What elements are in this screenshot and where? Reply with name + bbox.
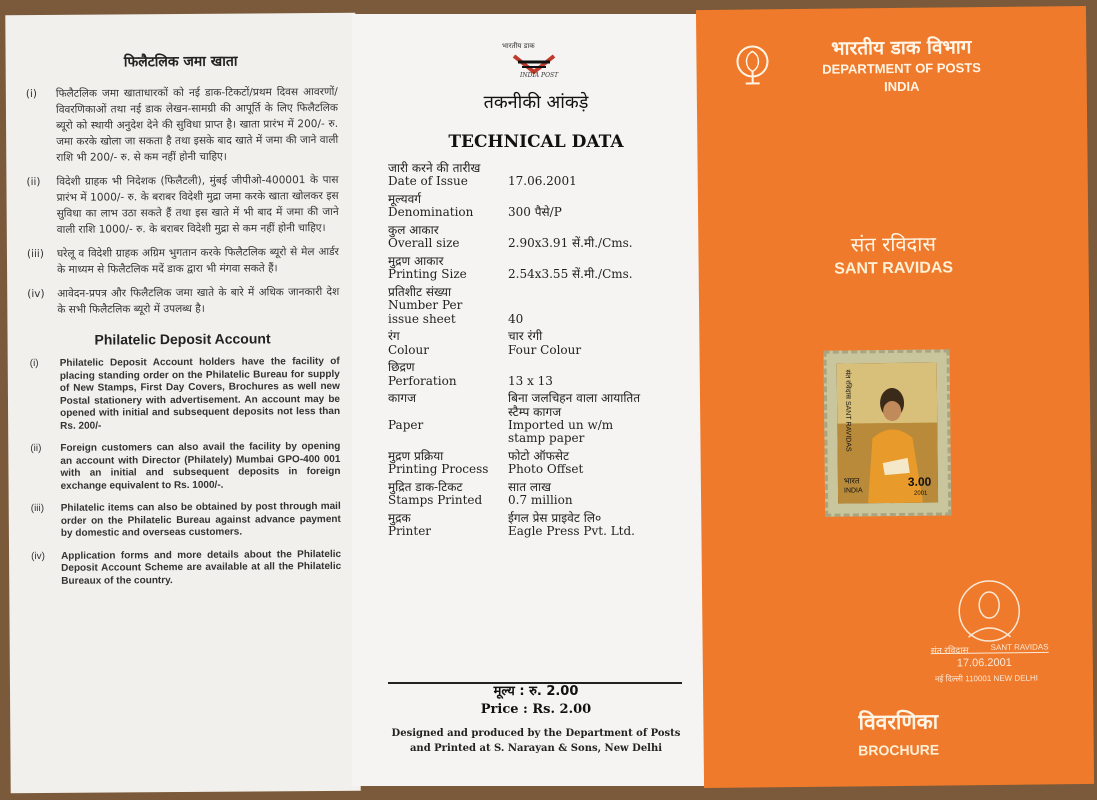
- india-post-logo: भारतीय डाक INDIA POST: [502, 42, 559, 79]
- department-header: भारतीय डाक विभाग DEPARTMENT OF POSTS INDIA: [822, 36, 981, 95]
- row-label: Overall size: [388, 236, 460, 251]
- list-item: (i) Philatelic Deposit Account holders have the facility of placing standing order on the Philatelic Bureau for supply of New Stamps, First Day Covers, Brochures as well new Postal stationery with advertisement. An account may be opened with initial and subsequent deposits not less than Rs. 200/-: [29, 355, 341, 432]
- table-row: [388, 255, 688, 268]
- row-label: Paper: [388, 417, 424, 432]
- title-hindi: संत रविदास: [850, 231, 937, 257]
- table-row: [388, 175, 688, 188]
- row-label: Printing Size: [388, 267, 467, 282]
- row-value: Four Colour: [508, 342, 582, 357]
- table-row: [388, 268, 688, 281]
- hindi-items: [26, 84, 340, 318]
- row-label: कागज: [388, 391, 416, 406]
- row-value: 13 x 13: [508, 373, 553, 388]
- stamp-portrait: संत रविदास SANT RAVIDAS भारत INDIA 3.00 2001: [837, 363, 938, 504]
- row-label: प्रतिशीट संख्या: [388, 284, 452, 299]
- table-row: [388, 344, 688, 357]
- list-item: (ii) विदेशी ग्राहक भी निदेशक (फिलैटली), मुंबई जीपीओ-400001 के पास प्रारंभ में 1000/- रु. के बराबर विदेशी मुद्रा जमा करके खाता खोलकर इस सुविधा का लाभ उठा सकते हैं तथा इस खाते में भी बाद में जमा की जाने वाली राशि 1000/- रु. के बराबर विदेशी मुद्रा से कम नहीं होनी चाहिए।: [26, 173, 339, 236]
- row-label: Date of Issue: [388, 174, 468, 189]
- philatelic-deposit-panel: [5, 13, 360, 793]
- table-row: [388, 463, 688, 476]
- table-row: [388, 299, 688, 312]
- row-label: issue sheet: [388, 311, 456, 326]
- table-row: [388, 494, 688, 507]
- row-label: मुद्रण आकार: [388, 253, 444, 268]
- table-row: [388, 330, 688, 343]
- row-label: Printer: [388, 524, 432, 539]
- table-row: [388, 224, 688, 237]
- peacock-emblem-icon: [730, 43, 774, 87]
- table-row: [388, 432, 688, 445]
- row-label: Denomination: [388, 205, 474, 220]
- row-label: रंग: [388, 329, 400, 344]
- table-row: [388, 375, 688, 388]
- table-row: [388, 361, 688, 374]
- row-label: Printing Process: [388, 462, 489, 477]
- row-label: Number Per: [388, 298, 463, 313]
- table-row: [388, 481, 688, 494]
- heading-hindi: फिलैटलिक जमा खाता: [123, 53, 238, 71]
- row-value: stamp paper: [508, 431, 585, 446]
- table-row: [388, 525, 688, 538]
- row-label: मुद्रित डाक-टिकट: [388, 479, 463, 494]
- row-value: सात लाख: [508, 479, 551, 494]
- table-row: [388, 193, 688, 206]
- row-value: बिना जलचिहन वाला आयातित: [508, 391, 641, 406]
- table-row: [388, 419, 688, 432]
- row-value: ईगल प्रेस प्राइवेट लि०: [508, 510, 602, 525]
- row-value: [508, 299, 688, 312]
- row-value: [508, 361, 688, 374]
- row-label: मुद्रक: [388, 510, 411, 525]
- heading-english: Philatelic Deposit Account: [94, 330, 271, 348]
- row-value: चार रंगी: [508, 329, 543, 344]
- row-value: स्टैम्प कागज: [508, 404, 562, 419]
- row-value: 0.7 million: [508, 493, 573, 508]
- list-item: (ii) Foreign customers can also avail the facility by opening an account with Director (Philately) Mumbai GPO-400 001 with an initial and subsequent deposits in foreign exchange equivalent to Rs. 1000/-.: [30, 440, 341, 492]
- row-label: Stamps Printed: [388, 493, 483, 508]
- price-english: Price : Rs. 2.00: [480, 702, 592, 717]
- heading-english: TECHNICAL DATA: [448, 132, 624, 152]
- list-item: (iv) आवेदन-प्रपत्र और फिलैटलिक जमा खाते के बारे में अधिक जानकारी देश के सभी फिलैटलिक ब्यूरो में उपलब्ध है।: [27, 285, 340, 316]
- cover-panel: [696, 6, 1094, 788]
- row-value: [508, 224, 688, 237]
- heading-hindi: तकनीकी आंकड़े: [483, 92, 589, 113]
- row-label: जारी करने की तारीख: [388, 161, 481, 175]
- table-row: [388, 450, 688, 463]
- brochure-hindi: विवरणिका: [858, 709, 939, 735]
- row-label: Perforation: [388, 373, 457, 388]
- row-value: Photo Offset: [508, 462, 584, 477]
- credits: Designed and produced by the Department of Posts and Printed at S. Narayan & Sons, New Delhi: [391, 728, 681, 754]
- row-label: [388, 432, 508, 445]
- table-row: [388, 512, 688, 525]
- title-english: SANT RAVIDAS: [834, 259, 954, 278]
- row-label: Colour: [388, 342, 429, 357]
- row-label: मूल्यवर्ग: [388, 191, 422, 206]
- list-item: (iii) Philatelic items can also be obtained by post through mail order on the Philatelic Bureau against advance payment by domestic and overseas customers.: [30, 500, 341, 539]
- table-row: [388, 406, 688, 419]
- row-value: [508, 255, 688, 268]
- table-row: [388, 237, 688, 250]
- table-row: [388, 392, 688, 405]
- row-value: 2.90x3.91 सें.मी./Cms.: [508, 236, 633, 251]
- list-item: (iii) घरेलू व विदेशी ग्राहक अग्रिम भुगतान करके फिलैटलिक ब्यूरो से मेल आर्डर के माध्यम से फिलैटलिक मदें डाक द्वारा भी मंगवा सकते हैं।: [26, 245, 339, 276]
- postage-stamp: [824, 349, 952, 516]
- row-value: Eagle Press Pvt. Ltd.: [508, 524, 635, 539]
- technical-data-panel: [352, 14, 720, 786]
- row-value: 40: [508, 311, 524, 326]
- row-value: [508, 286, 688, 299]
- row-value: 300 पैसे/P: [508, 205, 562, 220]
- row-value: 17.06.2001: [508, 174, 577, 189]
- row-label: छिद्रण: [388, 360, 415, 375]
- row-value: [508, 162, 688, 175]
- list-item: (iv) Application forms and more details about the Philatelic Deposit Account Scheme are available at all the Philatelic Bureaux of the country.: [31, 548, 342, 587]
- brochure-english: BROCHURE: [858, 741, 940, 759]
- first-day-postmark: संत रविदास SANT RAVIDAS 17.06.2001 नई दिल्ली 110001 NEW DELHI: [926, 574, 1053, 695]
- row-value: फोटो ऑफसेट: [508, 448, 570, 463]
- price-hindi: मूल्य : रु. 2.00: [493, 684, 579, 699]
- technical-data-table: [388, 162, 688, 543]
- row-value: 2.54x3.55 सें.मी./Cms.: [508, 267, 633, 282]
- table-row: [388, 313, 688, 326]
- row-value: [508, 193, 688, 206]
- english-items: [30, 356, 342, 588]
- table-row: [388, 162, 688, 175]
- row-label: मुद्रण प्रक्रिया: [388, 448, 444, 463]
- table-row: [388, 206, 688, 219]
- row-label: कुल आकार: [388, 222, 439, 237]
- row-label: [388, 406, 508, 419]
- table-row: [388, 286, 688, 299]
- row-value: Imported un w/m: [508, 417, 614, 432]
- list-item: (i) फिलैटलिक जमा खाताधारकों को नई डाक-टिकटों/प्रथम दिवस आवरणों/विवरणिकाओं तथा नई डाक लेखन-सामग्री की आपूर्ति के लिए फिलैटलिक ब्यूरो को स्थायी अनुदेश देने की सुविधा प्राप्त है। खाता प्रारंभ में 200/- रु. जमा करके खोला जा सकता है तथा इसके बाद खाते में जमा की जाने वाली राशि भी 200/- रु. से कम नहीं होनी चाहिए।: [25, 85, 339, 164]
